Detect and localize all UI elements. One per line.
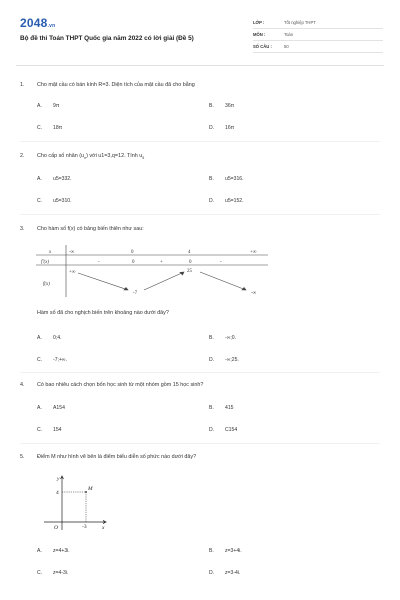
option-label: D. xyxy=(209,125,215,131)
option-label: C. xyxy=(37,198,43,204)
option-text: 18π xyxy=(53,125,63,131)
option-text: 9π xyxy=(53,103,60,109)
option-label: A. xyxy=(37,176,42,182)
option-b[interactable] xyxy=(209,405,234,411)
question-separator xyxy=(20,214,380,215)
y-axis-label: y xyxy=(57,476,60,482)
meta-key: SỐ CÂU : xyxy=(253,44,272,49)
table-x-value: +∞ xyxy=(250,250,257,255)
y-tick-label: 4 xyxy=(56,490,59,496)
arrow-down xyxy=(78,273,128,290)
option-label: B. xyxy=(209,335,214,341)
option-c[interactable] xyxy=(37,198,72,204)
meta-value: 50 xyxy=(284,44,289,49)
question-1 xyxy=(20,82,380,88)
question-number: 4. xyxy=(20,382,25,388)
option-d[interactable] xyxy=(209,357,239,363)
site-logo[interactable] xyxy=(20,16,55,30)
option-text: 36π xyxy=(225,103,235,109)
meta-row-count xyxy=(253,41,383,53)
table-f-value: 25 xyxy=(187,269,192,274)
arrow-up xyxy=(144,272,184,290)
question-number: 5. xyxy=(20,454,25,460)
option-text: C154 xyxy=(225,427,238,433)
option-label: B. xyxy=(209,405,214,411)
question-text: Cho hàm số f(x) có bảng biến thiên như sau: xyxy=(37,226,144,232)
origin-label: O xyxy=(54,525,58,531)
option-label: B. xyxy=(209,176,214,182)
table-x-value: 0 xyxy=(131,250,134,255)
question-3-prompt xyxy=(20,310,380,316)
option-a[interactable] xyxy=(37,103,59,109)
option-text: -∞;0. xyxy=(225,335,236,341)
meta-value: Tốt nghiệp THPT xyxy=(284,20,316,25)
option-label: D. xyxy=(209,570,215,576)
option-c[interactable] xyxy=(37,570,68,576)
option-d[interactable] xyxy=(209,125,234,131)
option-b[interactable] xyxy=(209,548,242,554)
x-axis-label: x xyxy=(102,525,105,531)
table-f-value: -7 xyxy=(133,291,138,296)
option-text: 0;4. xyxy=(53,335,62,341)
meta-row-subject xyxy=(253,29,383,41)
option-label: C. xyxy=(37,570,43,576)
option-text: z=3+4i. xyxy=(225,548,242,554)
header-divider xyxy=(16,65,384,66)
question-text xyxy=(37,153,144,160)
option-text: 415 xyxy=(225,405,234,411)
logo-text: 2048 xyxy=(20,16,48,30)
option-text: -∞;25. xyxy=(225,357,239,363)
option-label: A. xyxy=(37,103,42,109)
option-text: z=4+3i. xyxy=(53,548,70,554)
m-label: M xyxy=(88,486,93,492)
question-text-part: Cho cấp số nhân (u xyxy=(37,153,85,159)
option-a[interactable] xyxy=(37,335,62,341)
question-number: 3. xyxy=(20,226,25,232)
arrow-down xyxy=(200,272,246,290)
question-subtext: Hàm số đã cho nghịch biến trên khoảng nào dưới đây? xyxy=(37,310,169,316)
option-text: z=3-4i. xyxy=(225,570,241,576)
table-x-value: 4 xyxy=(188,250,191,255)
table-f-value: +∞ xyxy=(69,270,76,275)
question-text-part: ) với u1=3,q=12. Tính u xyxy=(86,153,143,159)
table-f-value: -∞ xyxy=(251,291,257,296)
option-label: C. xyxy=(37,357,43,363)
option-text: u5=332. xyxy=(53,176,72,182)
option-label: D. xyxy=(209,427,215,433)
question-text: Điểm M như hình vẽ bên là điểm biểu diễn số phức nào dưới đây? xyxy=(37,454,197,460)
option-label: B. xyxy=(209,548,214,554)
page-header xyxy=(0,0,400,62)
option-label: C. xyxy=(37,427,43,433)
question-3 xyxy=(20,226,380,232)
option-b[interactable] xyxy=(209,335,236,341)
question-4 xyxy=(20,382,380,388)
meta-key: MÔN : xyxy=(253,32,266,37)
table-sign: + xyxy=(160,260,163,265)
question-2 xyxy=(20,153,380,160)
option-c[interactable] xyxy=(37,125,62,131)
option-d[interactable] xyxy=(209,427,237,433)
option-d[interactable] xyxy=(209,570,240,576)
option-text: A154 xyxy=(53,405,65,411)
question-number: 1. xyxy=(20,82,25,88)
option-b[interactable] xyxy=(209,176,244,182)
meta-key: LỚP : xyxy=(253,20,265,25)
table-sign: 0 xyxy=(189,260,192,265)
option-label: A. xyxy=(37,335,42,341)
subscript: 5 xyxy=(142,156,145,161)
question-separator xyxy=(20,372,380,373)
question-separator xyxy=(20,141,380,142)
option-text: 16π xyxy=(225,125,235,131)
option-text: z=4-3i. xyxy=(53,570,69,576)
option-c[interactable] xyxy=(37,427,62,433)
question-text: Cho mặt cầu có bán kính R=3. Diện tích của mặt cầu đã cho bằng xyxy=(37,82,195,88)
table-x-value: -∞ xyxy=(69,250,75,255)
question-5 xyxy=(20,454,380,460)
question-number: 2. xyxy=(20,153,25,159)
x-tick-label: -3 xyxy=(82,524,87,530)
option-text: u5=310. xyxy=(53,198,72,204)
option-a[interactable] xyxy=(37,548,70,554)
meta-value: Toán xyxy=(284,32,294,37)
option-label: A. xyxy=(37,548,42,554)
option-text: u5=152. xyxy=(225,198,244,204)
variation-table xyxy=(36,245,268,297)
option-label: D. xyxy=(209,357,215,363)
table-x-label: x xyxy=(49,250,52,255)
exam-meta xyxy=(253,17,383,53)
table-sign: 0 xyxy=(132,260,135,265)
table-fprime-label: f'(x) xyxy=(41,260,50,265)
complex-plane-figure xyxy=(40,472,110,534)
option-label: D. xyxy=(209,198,215,204)
logo-suffix: .vn xyxy=(47,23,56,29)
option-a[interactable] xyxy=(37,176,72,182)
option-text: u5=316. xyxy=(225,176,244,182)
question-text: Có bao nhiêu cách chọn bốn học sinh từ một nhóm gồm 15 học sinh? xyxy=(37,382,204,388)
question-separator xyxy=(20,443,380,444)
option-text: 154 xyxy=(53,427,62,433)
option-text: -7;+∞. xyxy=(53,357,67,363)
table-sign: - xyxy=(220,260,222,265)
meta-row-class xyxy=(253,17,383,29)
option-a[interactable] xyxy=(37,405,65,411)
exam-title: Bộ đề thi Toán THPT Quốc gia năm 2022 có lời giải (Đề 5) xyxy=(20,35,194,42)
table-sign: - xyxy=(98,260,100,265)
subscript: n xyxy=(84,156,87,161)
option-label: B. xyxy=(209,103,214,109)
option-d[interactable] xyxy=(209,198,244,204)
option-b[interactable] xyxy=(209,103,234,109)
point-m xyxy=(85,491,87,493)
option-label: C. xyxy=(37,125,43,131)
option-c[interactable] xyxy=(37,357,67,363)
option-label: A. xyxy=(37,405,42,411)
table-f-label: f(x) xyxy=(43,282,50,287)
